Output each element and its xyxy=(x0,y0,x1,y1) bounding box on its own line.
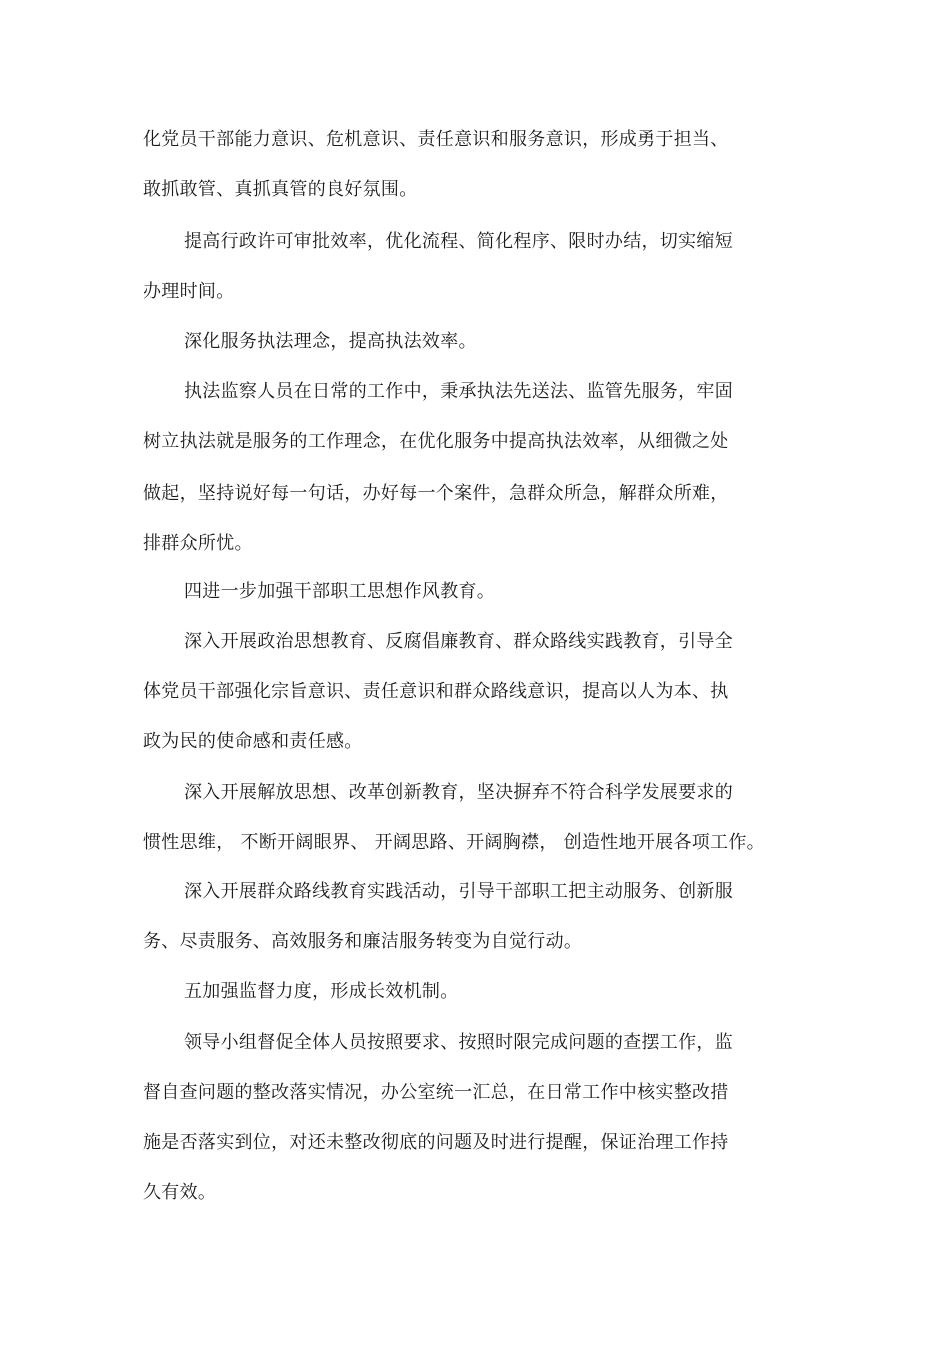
section-heading: 四进一步加强干部职工思想作风教育。 xyxy=(184,581,496,602)
paragraph-start-line: 执法监察人员在日常的工作中，秉承执法先送法、监管先服务，牢固 xyxy=(184,381,733,402)
text-line: 排群众所忧。 xyxy=(143,533,253,554)
text-line: 惯性思维， 不断开阔眼界、 开阔思路、开阔胸襟， 创造性地开展各项工作。 xyxy=(143,832,765,853)
text-line: 树立执法就是服务的工作理念，在优化服务中提高执法效率，从细微之处 xyxy=(143,431,729,452)
paragraph-start-line: 深化服务执法理念，提高执法效率。 xyxy=(184,331,477,352)
text-line: 敢抓敢管、真抓真管的良好氛围。 xyxy=(143,179,418,200)
text-line: 做起，坚持说好每一句话，办好每一个案件，急群众所急，解群众所难， xyxy=(143,483,729,504)
text-line: 督自查问题的整改落实情况，办公室统一汇总，在日常工作中核实整改措 xyxy=(143,1082,729,1103)
text-line: 久有效。 xyxy=(143,1182,217,1203)
text-line: 化党员干部能力意识、危机意识、责任意识和服务意识，形成勇于担当、 xyxy=(143,129,729,150)
text-line: 政为民的使命感和责任感。 xyxy=(143,731,363,752)
paragraph-start-line: 深入开展群众路线教育实践活动，引导干部职工把主动服务、创新服 xyxy=(184,881,733,902)
paragraph-start-line: 领导小组督促全体人员按照要求、按照时限完成问题的查摆工作，监 xyxy=(184,1032,733,1053)
text-line: 施是否落实到位，对还未整改彻底的问题及时进行提醒，保证治理工作持 xyxy=(143,1132,729,1153)
paragraph-start-line: 深入开展政治思想教育、反腐倡廉教育、群众路线实践教育，引导全 xyxy=(184,631,733,652)
text-line: 体党员干部强化宗旨意识、责任意识和群众路线意识，提高以人为本、执 xyxy=(143,681,729,702)
section-heading: 五加强监督力度，形成长效机制。 xyxy=(184,981,459,1002)
paragraph-start-line: 深入开展解放思想、改革创新教育，坚决摒弃不符合科学发展要求的 xyxy=(184,782,733,803)
text-line: 务、尽责服务、高效服务和廉洁服务转变为自觉行动。 xyxy=(143,931,583,952)
paragraph-start-line: 提高行政许可审批效率，优化流程、简化程序、限时办结，切实缩短 xyxy=(184,231,733,252)
text-line: 办理时间。 xyxy=(143,281,235,302)
